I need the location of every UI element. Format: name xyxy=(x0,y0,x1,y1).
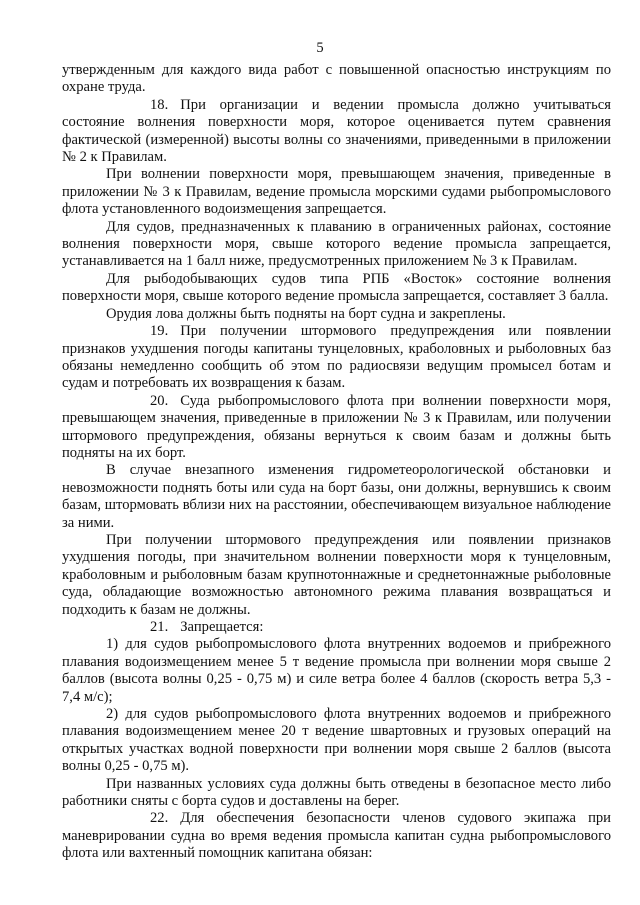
paragraph-number: 22. xyxy=(150,810,169,827)
paragraph xyxy=(62,219,611,271)
paragraph xyxy=(62,532,611,619)
paragraph-text: В случае внезапного изменения гидрометеорологической обстановки и невозможности поднять боты или суда на борт базы, они должны, вернувшись к своим базам, штормовать вблизи них на расстоянии, обеспечивающем визуальное наблюдение за ними. xyxy=(62,462,611,531)
paragraph-21 xyxy=(62,619,611,636)
paragraph xyxy=(62,776,611,811)
paragraph-text: Для обеспечения безопасности членов судового экипажа при маневрировании судна во время ведения промысла капитан судна рыбопромыслового флота или вахтенный помощник капитана обязан: xyxy=(62,810,611,862)
page-number: 5 xyxy=(316,40,324,56)
paragraph xyxy=(62,462,611,532)
list-item xyxy=(62,706,611,776)
paragraph-text: 2) для судов рыбопромыслового флота внутренних водоемов и прибрежного плавания водоизмещением менее 20 т ведение швартовных и грузовых операций на открытых участках водной поверхности при волнении моря свыше 2 баллов (высота волны 0,25 - 0,75 м). xyxy=(62,706,611,775)
paragraph-text: Для судов, предназначенных к плаванию в ограниченных районах, состояние волнения поверхности моря, свыше которого ведение промысла запрещается, устанавливается на 1 балл ниже, предусмотренных приложением № 3 к Правилам. xyxy=(62,218,611,270)
paragraph xyxy=(62,271,611,306)
paragraph xyxy=(62,62,611,97)
paragraph-text: Орудия лова должны быть подняты на борт судна и закреплены. xyxy=(106,305,506,322)
paragraph-text: При получении штормового предупреждения или появлении признаков ухудшения погоды капитаны тунцеловных, краболовных и рыболовных баз обязаны немедленно сообщить об этом по радиосвязи ведущим промысел ботам и судам и потребовать их возвращения к базам. xyxy=(62,323,611,392)
paragraph-text: При организации и ведении промысла должно учитываться состояние волнения поверхности моря, которое оценивается путем сравнения фактической (измеренной) высоты волны со значениями, приведенными в приложении № 2 к Правилам. xyxy=(62,96,611,166)
paragraph-18 xyxy=(62,97,611,167)
paragraph-text: утвержденным для каждого вида работ с повышенной опасностью инструкциям по охране труда. xyxy=(62,62,611,96)
paragraph-text: При волнении поверхности моря, превышающем значения, приведенные в приложении № 3 к Правилам, ведение промысла морскими судами рыбопромыслового флота установленного водоизмещения запрещается. xyxy=(62,166,611,218)
document-body xyxy=(62,62,611,863)
paragraph-number: 18. xyxy=(150,96,169,113)
paragraph-text: Суда рыбопромыслового флота при волнении поверхности моря, превышающем значения, приведенные в приложении № 3 к Правилам, или получении штормового предупреждения, обязаны вернуться к своим базам и должны быть подняты на их борт. xyxy=(62,392,611,461)
paragraph-text: При получении штормового предупреждения или появлении признаков ухудшения погоды, при значительном волнении поверхности моря к тунцеловным, краболовным и рыболовным базам крупнотоннажные и среднетоннажные рыболовные суда, обладающие возможностью автономного режима плавания возвращаться и подходить к базам не должны. xyxy=(62,531,611,618)
paragraph xyxy=(62,166,611,218)
paragraph-number: 20. xyxy=(150,392,169,409)
paragraph-text: Запрещается: xyxy=(180,619,264,635)
paragraph-19 xyxy=(62,323,611,393)
list-item xyxy=(62,636,611,706)
paragraph xyxy=(62,306,611,323)
paragraph-number: 19. xyxy=(150,323,169,340)
paragraph-20 xyxy=(62,393,611,463)
paragraph-text: 1) для судов рыбопромыслового флота внутренних водоемов и прибрежного плавания водоизмещением менее 5 т ведение промысла при волнении моря свыше 2 баллов (высота волны 0,25 - 0,75 м) и силе ветра более 4 баллов (скорость ветра 5,3 - 7,4 м/с); xyxy=(62,636,611,705)
paragraph-text: При названных условиях суда должны быть отведены в безопасное место либо работники сняты с борта судов и доставлены на берег. xyxy=(62,775,611,810)
paragraph-22 xyxy=(62,810,611,862)
paragraph-text: Для рыбодобывающих судов типа РПБ «Восток» состояние волнения поверхности моря, свыше которого ведение промысла запрещается, составляет 3 балла. xyxy=(62,270,611,305)
paragraph-number: 21. xyxy=(150,619,169,635)
